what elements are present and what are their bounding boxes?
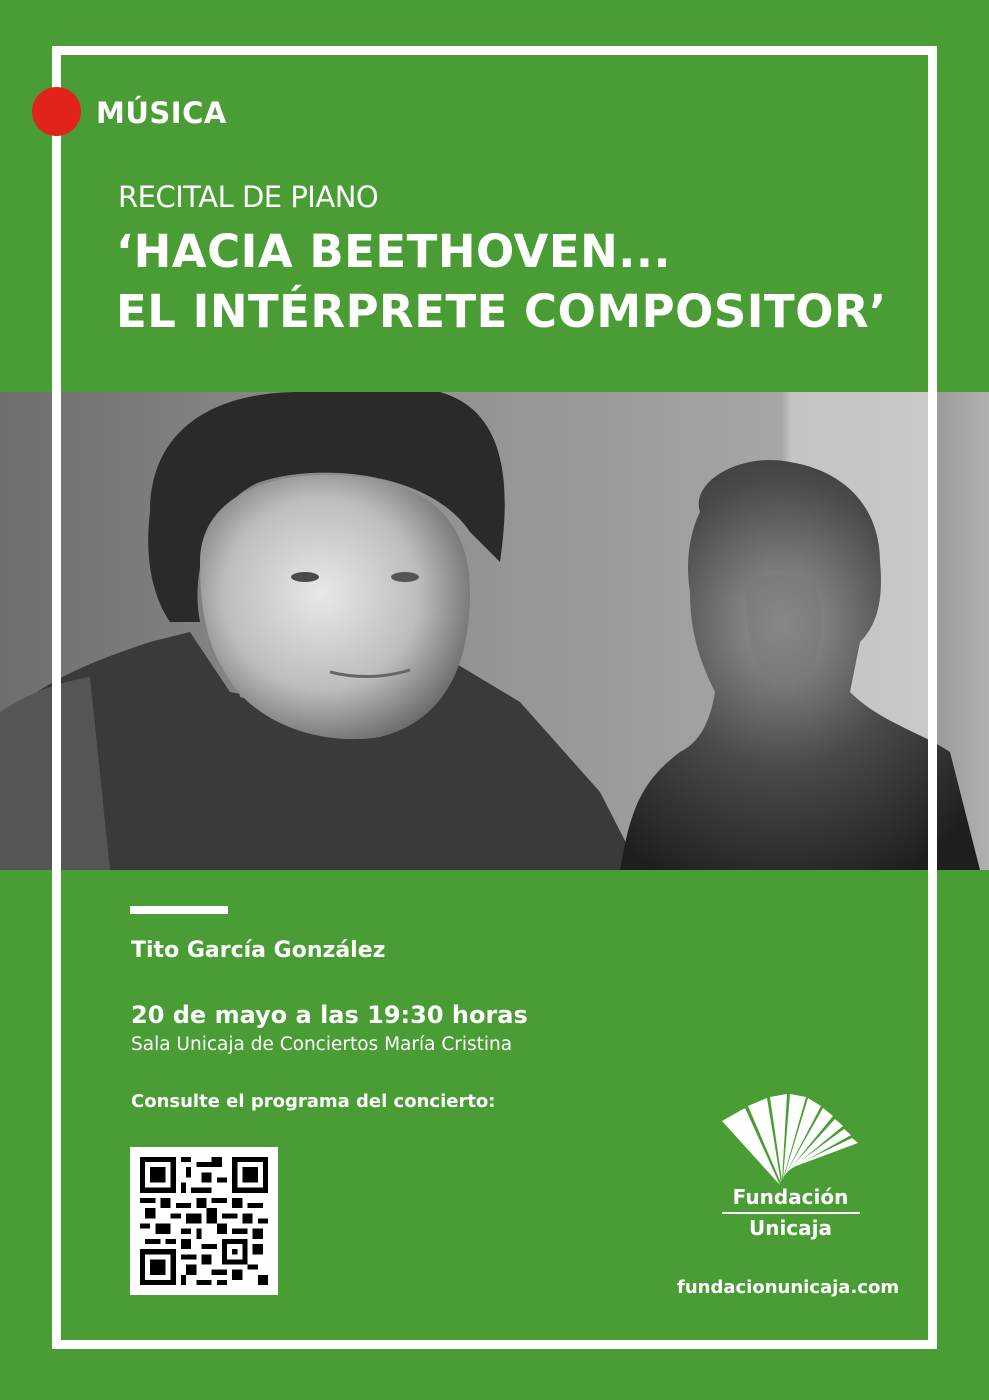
event-venue: Sala Unicaja de Conciertos María Cristina — [131, 1034, 513, 1055]
fundacion-unicaja-logo[interactable] — [718, 1093, 863, 1240]
performer-name: Tito García González — [131, 938, 386, 963]
event-title — [116, 222, 887, 342]
title-line-1: ‘HACIA BEETHOVEN... — [116, 225, 672, 278]
qr-code-icon — [140, 1157, 268, 1285]
event-subtitle: RECITAL DE PIANO — [118, 180, 379, 214]
program-qr-code[interactable] — [130, 1147, 278, 1295]
pianist-and-bust-photo — [0, 392, 989, 870]
section-divider — [130, 906, 228, 914]
logo-name-line-1: Fundación — [722, 1185, 860, 1214]
unicaja-fan-logo-icon — [720, 1093, 862, 1185]
event-datetime: 20 de mayo a las 19:30 horas — [131, 1001, 528, 1029]
category-dot-icon — [32, 87, 81, 136]
category-label: MÚSICA — [96, 96, 227, 130]
hero-photo — [0, 392, 989, 870]
title-line-2: EL INTÉRPRETE COMPOSITOR’ — [116, 285, 887, 338]
program-prompt: Consulte el programa del concierto: — [131, 1091, 496, 1112]
website-link[interactable]: fundacionunicaja.com — [677, 1277, 900, 1298]
logo-name-line-2: Unicaja — [748, 1216, 833, 1240]
